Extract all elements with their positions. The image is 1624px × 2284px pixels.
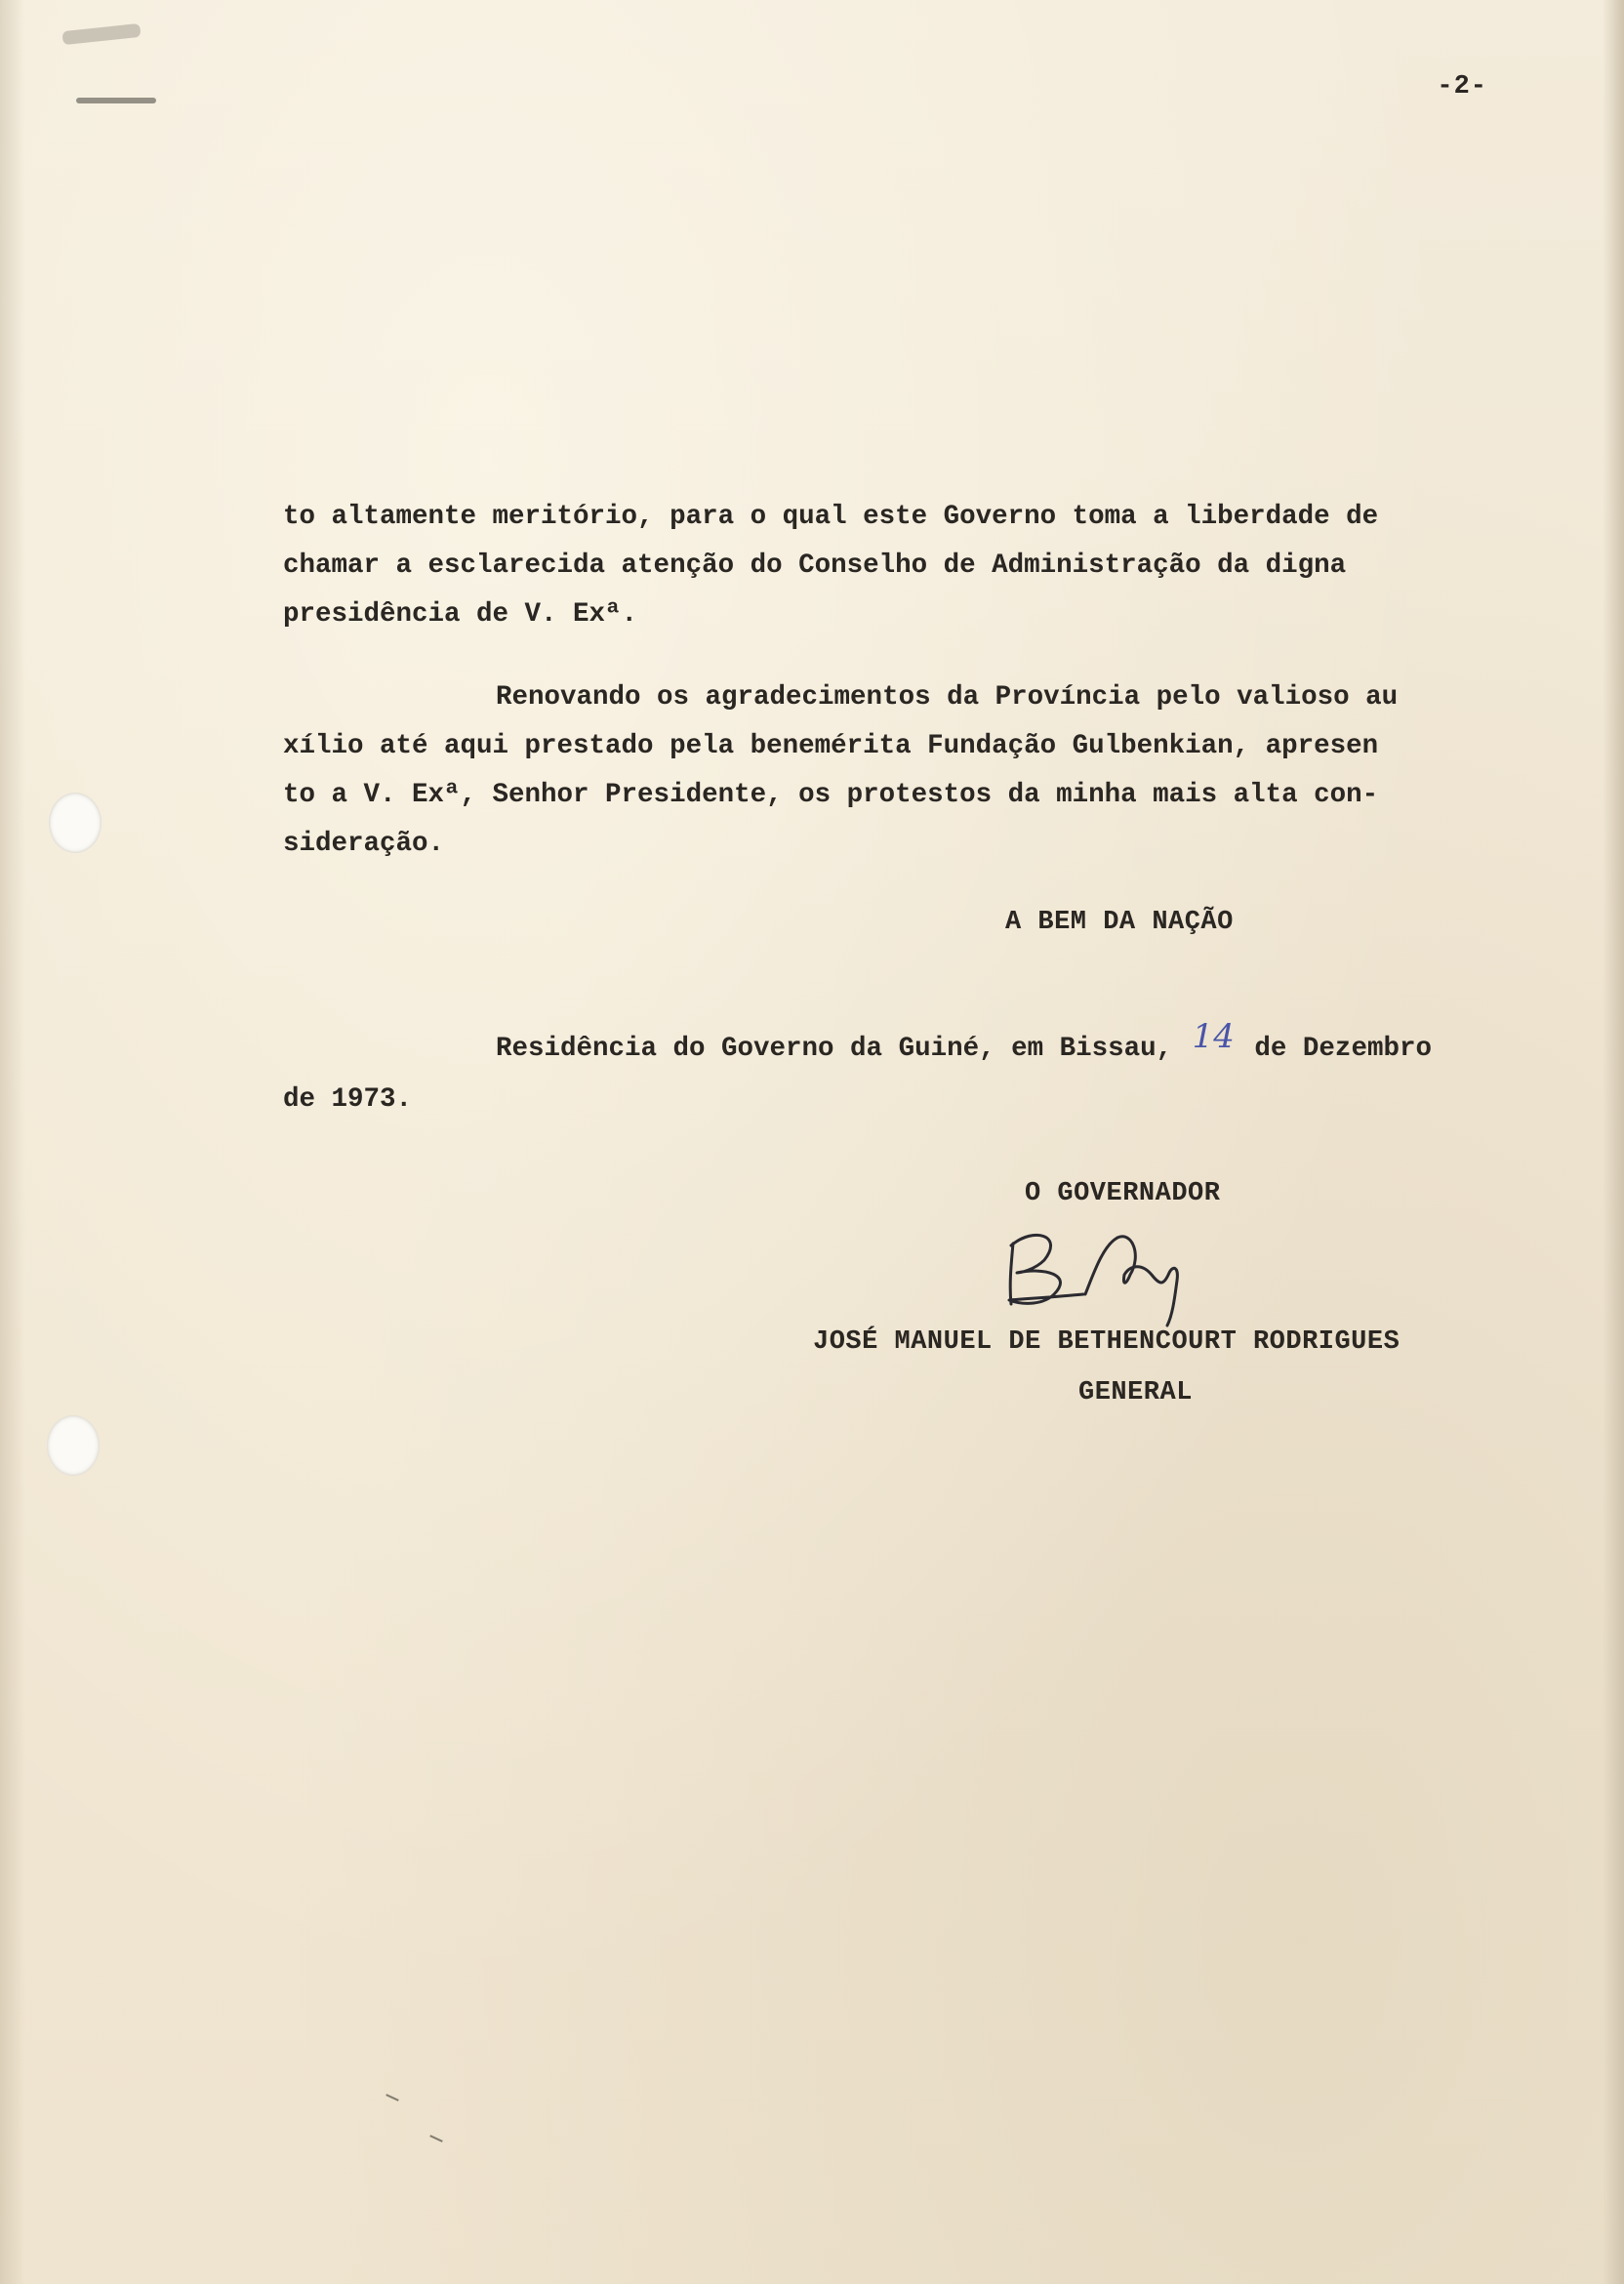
paper-edge-right bbox=[1603, 0, 1624, 2284]
corner-stain bbox=[61, 23, 141, 45]
paragraph-1-line: to altamente meritório, para o qual este Governo toma a liberdade de bbox=[283, 502, 1379, 532]
signatory-name: JOSÉ MANUEL DE BETHENCOURT RODRIGUES bbox=[813, 1327, 1401, 1357]
paper-speck bbox=[386, 2094, 399, 2101]
paragraph-2-line: xílio até aqui prestado pela benemérita Fundação Gulbenkian, apresen bbox=[283, 731, 1379, 761]
year-line: de 1973. bbox=[283, 1084, 413, 1115]
handwritten-signature bbox=[995, 1216, 1220, 1333]
paragraph-1-line: presidência de V. Exª. bbox=[283, 599, 638, 630]
corner-mark bbox=[76, 98, 156, 103]
signatory-rank: GENERAL bbox=[1078, 1378, 1193, 1407]
closing-formula: A BEM DA NAÇÃO bbox=[1005, 908, 1234, 937]
paragraph-2-line: Renovando os agradecimentos da Província pelo valioso au bbox=[496, 682, 1399, 713]
paragraph-1 bbox=[283, 493, 1485, 639]
paragraph-1-line: chamar a esclarecida atenção do Conselho de Administração da digna bbox=[283, 551, 1347, 581]
paragraph-2-line: sideração. bbox=[283, 829, 445, 859]
paragraph-2-line: to a V. Exª, Senhor Presidente, os protestos da minha mais alta con- bbox=[283, 780, 1379, 810]
page-number: -2- bbox=[1437, 72, 1487, 102]
handwritten-day: 14 bbox=[1192, 1017, 1235, 1056]
month-text: de Dezembro bbox=[1254, 1034, 1432, 1064]
governor-title: O GOVERNADOR bbox=[1025, 1179, 1221, 1208]
punch-hole-bottom bbox=[47, 1415, 100, 1476]
paper-speck bbox=[429, 2135, 443, 2142]
place-date bbox=[283, 1019, 1485, 1125]
place-date-line bbox=[283, 1019, 1485, 1075]
punch-hole-top bbox=[49, 793, 102, 853]
paper-edge-left bbox=[0, 0, 25, 2284]
paragraph-2 bbox=[283, 673, 1485, 869]
place-text: Residência do Governo da Guiné, em Bissau, bbox=[496, 1034, 1173, 1064]
